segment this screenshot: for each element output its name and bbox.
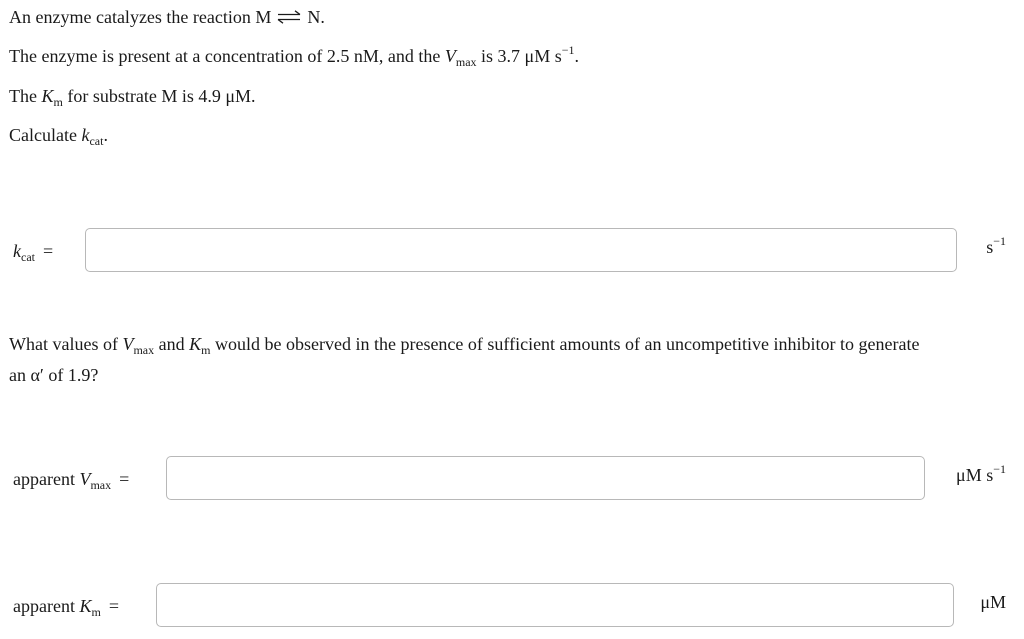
kcat-label: $k_{cat}$ = xyxy=(13,241,54,264)
kcat-answer-row xyxy=(0,228,1024,274)
km-input[interactable] xyxy=(156,583,954,627)
vmax-unit: μM $s^{-1}$ xyxy=(956,462,1006,485)
problem-line-concentration: The enzyme is present at a concentration of 2.5 nM, and the $V_{max}$ is 3.7 μM $s^{-1}$. xyxy=(9,43,579,69)
km-unit: μM xyxy=(980,592,1006,612)
vmax-input[interactable] xyxy=(166,456,925,500)
km-answer-row xyxy=(0,583,1024,629)
problem-line-km: The $K_m$ for substrate M is 4.9 μM. xyxy=(9,86,256,109)
kcat-input[interactable] xyxy=(85,228,957,272)
problem-line-calculate: Calculate $k_{cat}$. xyxy=(9,125,108,148)
question-inhibitor-line2: an α′ of 1.9? xyxy=(9,365,99,385)
km-label: apparent $K_m$ = xyxy=(13,596,119,619)
equilibrium-arrow-icon xyxy=(275,10,303,24)
kcat-unit: $s^{-1}$ xyxy=(986,234,1006,257)
problem-line-reaction: An enzyme catalyzes the reaction M N. xyxy=(9,7,325,27)
question-inhibitor-line1: What values of $V_{max}$ and $K_m$ would be observed in the presence of sufficient amounts of an uncompetitive inhibitor to generate xyxy=(9,334,920,357)
vmax-answer-row xyxy=(0,456,1024,502)
vmax-label: apparent $V_{max}$ = xyxy=(13,469,130,492)
